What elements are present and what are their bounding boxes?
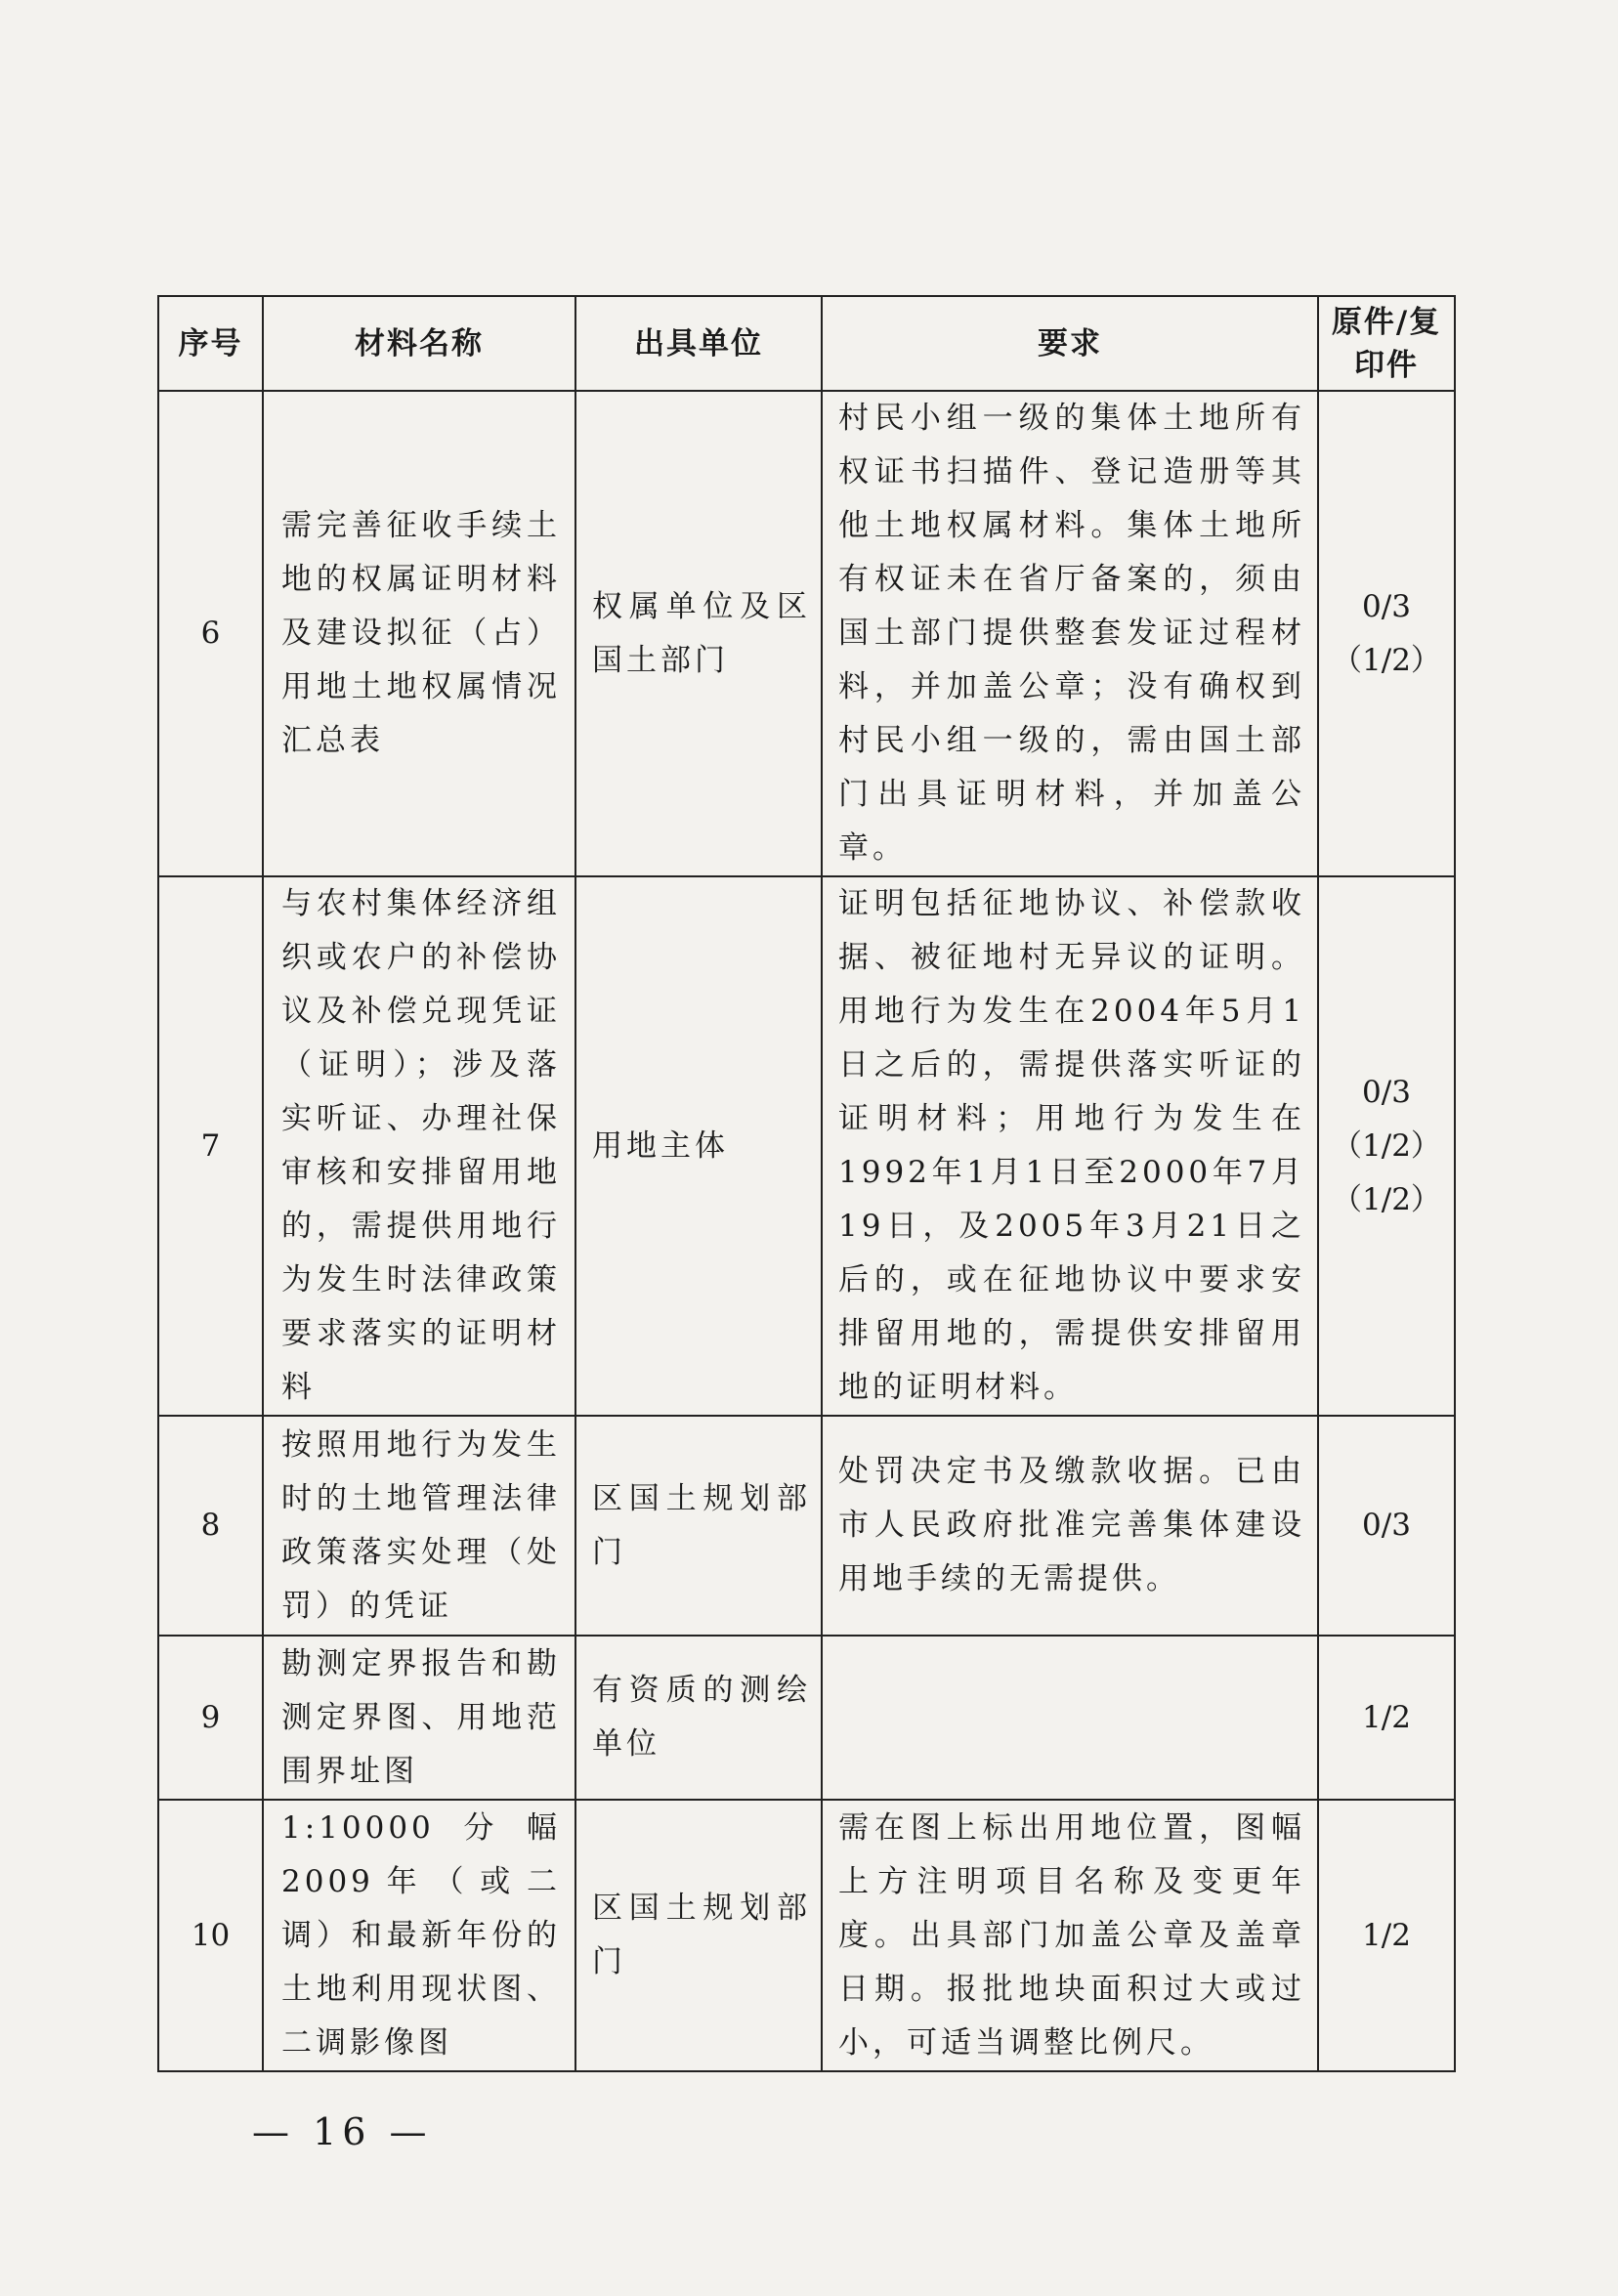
table-row bbox=[158, 876, 1455, 1416]
row-issuer: 区国土规划部门 bbox=[575, 1416, 822, 1636]
row-requirements: 处罚决定书及缴款收据。已由市人民政府批准完善集体建设用地手续的无需提供。 bbox=[822, 1416, 1318, 1636]
row-no: 9 bbox=[158, 1636, 263, 1800]
row-form bbox=[1318, 391, 1455, 876]
row-form bbox=[1318, 1800, 1455, 2071]
table-row bbox=[158, 1636, 1455, 1800]
row-form bbox=[1318, 1416, 1455, 1636]
table-row bbox=[158, 1416, 1455, 1636]
row-issuer: 用地主体 bbox=[575, 876, 822, 1416]
table-row bbox=[158, 1800, 1455, 2071]
page-number: — 16 — bbox=[252, 2110, 433, 2153]
form-value: 0/3 bbox=[1362, 588, 1411, 624]
form-value: （1/2） bbox=[1332, 642, 1441, 678]
row-material-name: 勘测定界报告和勘测定界图、用地范围界址图 bbox=[263, 1636, 575, 1800]
row-material-name: 1:10000分幅2009年（或二调）和最新年份的土地利用现状图、二调影像图 bbox=[263, 1800, 575, 2071]
row-material-name: 需完善征收手续土地的权属证明材料及建设拟征（占）用地土地权属情况汇总表 bbox=[263, 391, 575, 876]
form-value: 1/2 bbox=[1362, 1699, 1411, 1735]
row-requirements: 村民小组一级的集体土地所有权证书扫描件、登记造册等其他土地权属材料。集体土地所有权证未在省厅备案的，须由国土部门提供整套发证过程材料，并加盖公章；没有确权到村民小组一级的，需由国土部门出具证明材料，并加盖公章。 bbox=[822, 391, 1318, 876]
form-value: 0/3 bbox=[1362, 1074, 1411, 1110]
row-no: 10 bbox=[158, 1800, 263, 2071]
row-issuer: 区国土规划部门 bbox=[575, 1800, 822, 2071]
header-name: 材料名称 bbox=[263, 296, 575, 391]
form-value: 0/3 bbox=[1362, 1508, 1411, 1543]
row-no: 8 bbox=[158, 1416, 263, 1636]
form-value: 1/2 bbox=[1362, 1917, 1411, 1953]
table-header-row bbox=[158, 296, 1455, 391]
form-value: （1/2） bbox=[1332, 1181, 1441, 1217]
row-material-name: 按照用地行为发生时的土地管理法律政策落实处理（处罚）的凭证 bbox=[263, 1416, 575, 1636]
row-issuer: 有资质的测绘单位 bbox=[575, 1636, 822, 1800]
row-no: 6 bbox=[158, 391, 263, 876]
form-value: （1/2） bbox=[1332, 1127, 1441, 1164]
header-issuer: 出具单位 bbox=[575, 296, 822, 391]
row-requirements: 证明包括征地协议、补偿款收据、被征地村无异议的证明。用地行为发生在2004年5月1日之后的，需提供落实听证的证明材料；用地行为发生在1992年1月1日至2000年7月19日，及2005年3月21日之后的，或在征地协议中要求安排留用地的，需提供安排留用地的证明材料。 bbox=[822, 876, 1318, 1416]
row-no: 7 bbox=[158, 876, 263, 1416]
row-requirements: 需在图上标出用地位置，图幅上方注明项目名称及变更年度。出具部门加盖公章及盖章日期。报批地块面积过大或过小，可适当调整比例尺。 bbox=[822, 1800, 1318, 2071]
row-form bbox=[1318, 876, 1455, 1416]
row-form bbox=[1318, 1636, 1455, 1800]
row-requirements bbox=[822, 1636, 1318, 1800]
header-requirements: 要求 bbox=[822, 296, 1318, 391]
header-no: 序号 bbox=[158, 296, 263, 391]
row-material-name: 与农村集体经济组织或农户的补偿协议及补偿兑现凭证（证明）；涉及落实听证、办理社保审核和安排留用地的，需提供用地行为发生时法律政策要求落实的证明材料 bbox=[263, 876, 575, 1416]
header-form: 原件/复印件 bbox=[1318, 296, 1455, 391]
row-issuer: 权属单位及区国土部门 bbox=[575, 391, 822, 876]
materials-table bbox=[157, 295, 1456, 2072]
table-row bbox=[158, 391, 1455, 876]
